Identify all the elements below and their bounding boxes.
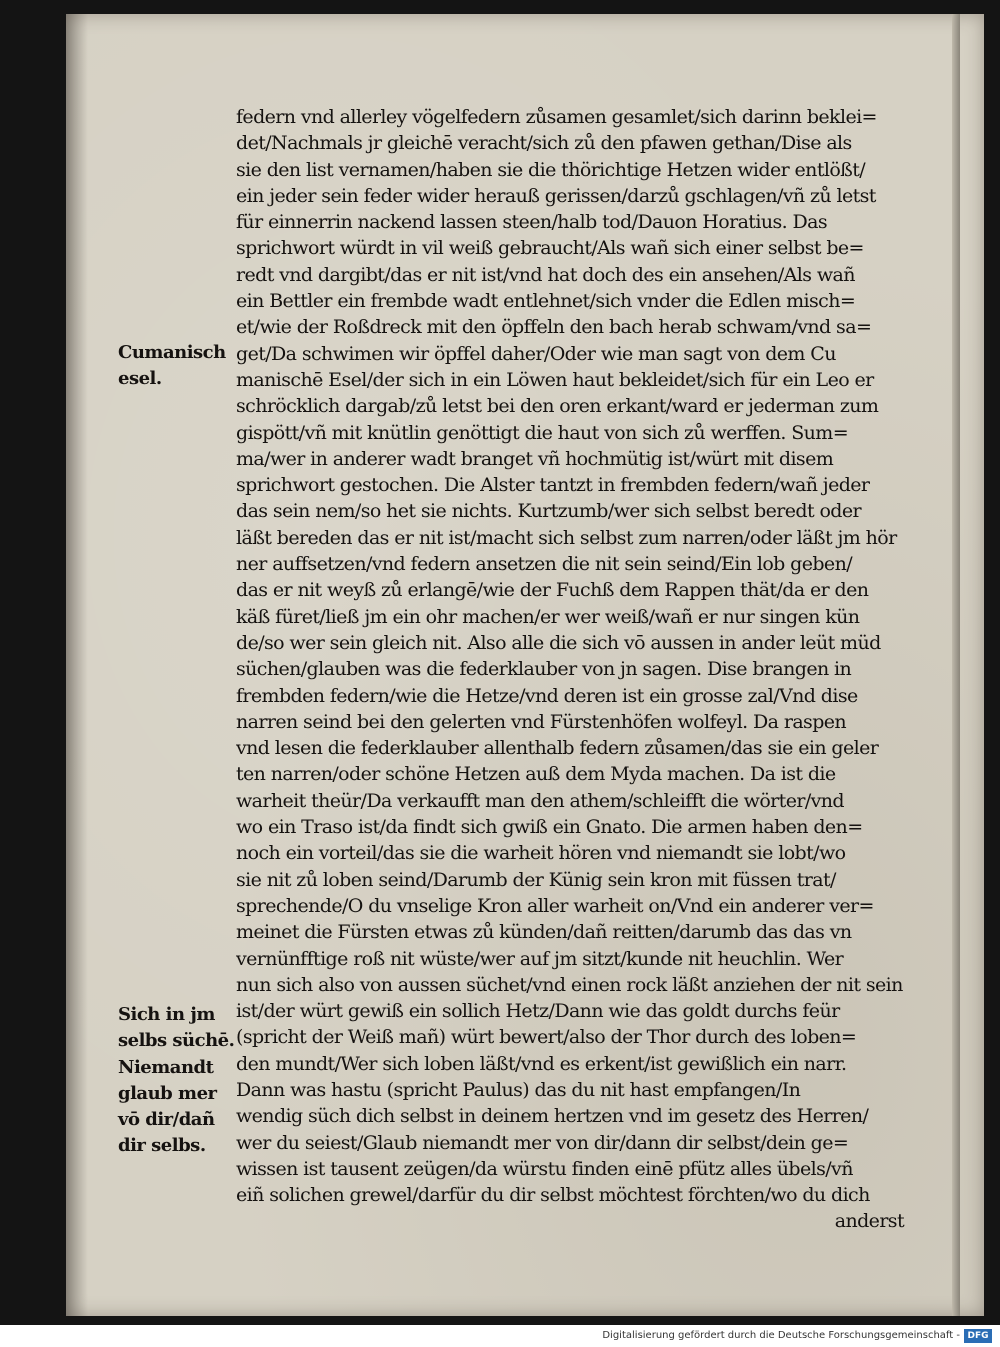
text-line: redt vnd dargibt/das er nit ist/vnd hat doch des ein ansehen/Als wañ	[236, 263, 855, 286]
margin-note-line: Sich in jm	[118, 1004, 215, 1025]
text-line: süchen/glauben was die federklauber von jn sagen. Dise brangen in	[236, 658, 852, 681]
text-line: ein Bettler ein frembde wadt entlehnet/sich vnder die Edlen misch=	[236, 290, 856, 313]
text-line: det/Nachmals jr gleichē veracht/sich zů den pfawen gethan/Dise als	[236, 132, 852, 155]
text-line: vnd lesen die federklauber allenthalb federn zůsamen/das sie ein geler	[236, 737, 879, 760]
text-line: meinet die Fürsten etwas zů künden/dañ reitten/darumb das das vn	[236, 921, 852, 944]
margin-note-line: selbs süchē.	[118, 1030, 235, 1052]
text-line: et/wie der Roßdreck mit den öpffeln den bach herab schwam/vnd sa=	[236, 316, 872, 339]
text-line: ist/der würt gewiß ein sollich Hetz/Dann wie das goldt durchs feür	[236, 1000, 840, 1023]
text-line: narren seind bei den gelerten vnd Fürstenhöfen wolfeyl. Da raspen	[236, 710, 847, 733]
text-line: sprechende/O du vnselige Kron aller warheit on/Vnd ein anderer ver=	[236, 894, 874, 917]
margin-note-line: esel.	[118, 368, 162, 390]
text-line: sie den list vernamen/haben sie die thörichtige Hetzen wider entlößt/	[236, 158, 866, 181]
margin-note-line: Cumanisch	[118, 342, 226, 363]
text-line: den mundt/Wer sich loben läßt/vnd es erkent/ist gewißlich ein narr.	[236, 1052, 847, 1075]
text-line: ein jeder sein feder wider herauß gerissen/darzů gschlagen/vñ zů letst	[236, 184, 876, 207]
text-line: sie nit zů loben seind/Darumb der Künig sein kron mit füssen trat/	[236, 868, 836, 891]
text-line: läßt bereden das er nit ist/macht sich selbst zum narren/oder läßt jm hör	[236, 526, 897, 549]
text-line: ten narren/oder schöne Hetzen auß dem Myda machen. Da ist die	[236, 763, 836, 786]
text-line: Dann was hastu (spricht Paulus) das du nit hast empfangen/In	[236, 1078, 801, 1101]
footer-bar	[0, 1325, 1000, 1347]
gutter-shadow	[66, 14, 88, 1316]
text-line: (spricht der Weiß mañ) würt bewert/also der Thor durch des loben=	[236, 1026, 857, 1049]
text-line: noch ein vorteil/das sie die warheit hören vnd niemandt sie lobt/wo	[236, 842, 846, 865]
margin-note-line: vō dir/dañ	[118, 1109, 215, 1131]
text-line: vernünfftige roß nit wüste/wer auf jm sitzt/kunde nit heuchlin. Wer	[236, 947, 844, 970]
margin-note-line: Niemandt	[118, 1056, 214, 1078]
text-line: warheit theür/Da verkaufft man den athem/schleifft die wörter/vnd	[236, 789, 844, 812]
text-line: wissen ist tausent zeügen/da würstu finden einē pfütz alles übels/vñ	[236, 1157, 853, 1180]
catchword: anderst	[834, 1210, 904, 1233]
margin-note-line: glaub mer	[118, 1082, 217, 1104]
text-line: eiñ solichen grewel/darfür du dir selbst möchtest förchten/wo du dich	[236, 1184, 870, 1207]
text-line: manischē Esel/der sich in ein Löwen haut bekleidet/sich für ein Leo er	[236, 368, 874, 391]
funding-credit: Digitalisierung gefördert durch die Deutsche Forschungsgemeinschaft -	[602, 1330, 960, 1341]
text-line: wer du seiest/Glaub niemandt mer von dir/dann dir selbst/dein ge=	[236, 1131, 849, 1154]
margin-note-cumanisch-esel	[118, 340, 226, 393]
body-text	[236, 104, 908, 1235]
text-line: wendig süch dich selbst in deinem hertzen vnd im gesetz des Herren/	[236, 1105, 869, 1128]
text-line: de/so wer sein gleich nit. Also alle die sich vō aussen in ander leüt müd	[236, 631, 881, 654]
text-line: wo ein Traso ist/da findt sich gwiß ein Gnato. Die armen haben den=	[236, 816, 863, 839]
text-line: sprichwort würdt in vil weiß gebraucht/Als wañ sich einer selbst be=	[236, 237, 864, 260]
text-line: das sein nem/so het sie nichts. Kurtzumb/wer sich selbst beredt oder	[236, 500, 861, 523]
text-line: nun sich also von aussen süchet/vnd einen rock läßt anziehen der nit sein	[236, 973, 903, 996]
text-line: ma/wer in anderer wadt branget vñ hochmütig ist/würt mit disem	[236, 447, 834, 470]
text-line: gispött/vñ mit knütlin genöttigt die haut von sich zů werffen. Sum=	[236, 421, 849, 444]
margin-note-line: dir selbs.	[118, 1135, 206, 1157]
text-line: schröcklich dargab/zů letst bei den oren erkant/ward er jederman zum	[236, 395, 879, 418]
page-edge	[952, 14, 960, 1316]
text-line: frembden federn/wie die Hetze/vnd deren ist ein grosse zal/Vnd dise	[236, 684, 858, 707]
text-line: für einnerrin nackend lassen steen/halb tod/Dauon Horatius. Das	[236, 211, 827, 234]
text-line: get/Da schwimen wir öpffel daher/Oder wie man sagt von dem Cu	[236, 342, 836, 365]
text-line: federn vnd allerley vögelfedern zůsamen gesamlet/sich darinn beklei=	[236, 106, 877, 128]
text-line: sprichwort gestochen. Die Alster tantzt in frembden federn/wañ jeder	[236, 474, 870, 497]
dfg-logo: DFG	[964, 1329, 992, 1343]
text-line: ner auffsetzen/vnd federn ansetzen die nit sein seind/Ein lob geben/	[236, 553, 853, 576]
text-line: käß füret/ließ jm ein ohr machen/er wer weiß/wañ er nur singen kün	[236, 605, 860, 628]
text-line: das er nit weyß zů erlangē/wie der Fuchß dem Rappen thät/da er den	[236, 579, 869, 602]
margin-note-sich-in-jm	[118, 1002, 234, 1160]
